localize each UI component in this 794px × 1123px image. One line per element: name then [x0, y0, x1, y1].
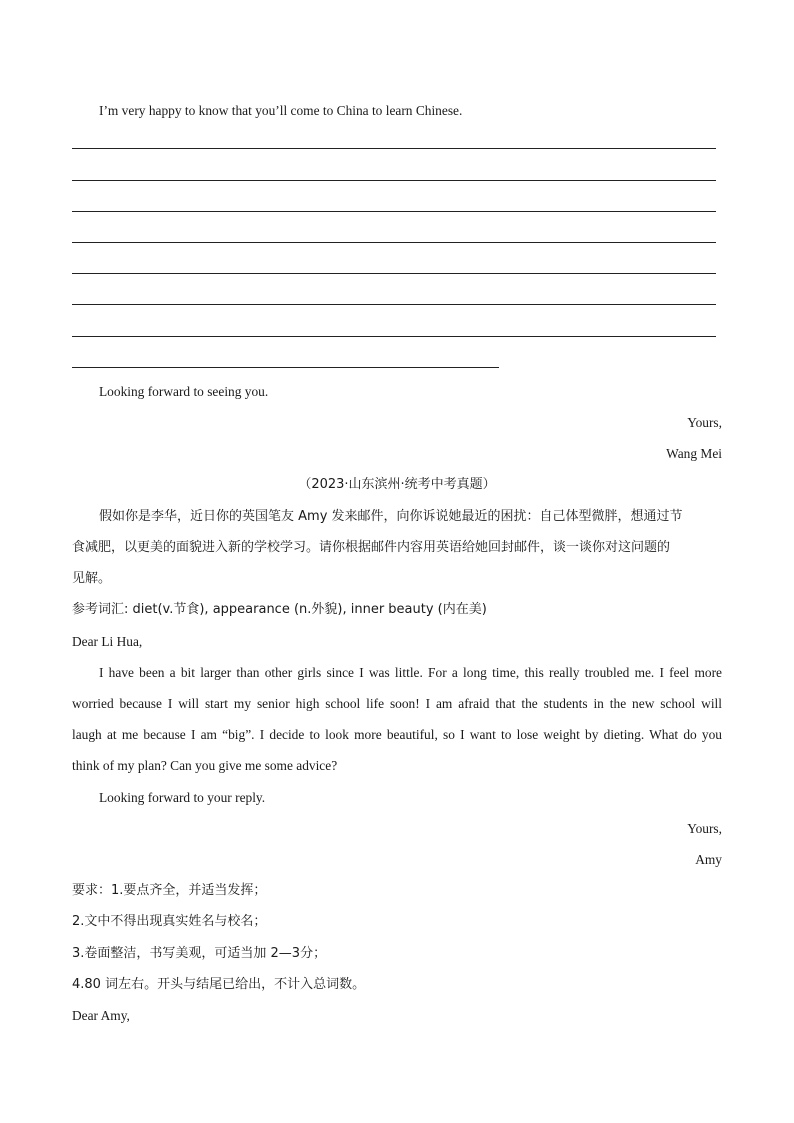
email-body-line1: I have been a bit larger than other girls since I was little. For a long time, this really troubled me. I feel more — [99, 665, 722, 680]
writing-line — [72, 242, 716, 243]
answer-greeting: Dear Amy, — [72, 1008, 130, 1023]
vocabulary-hint: 参考词汇: diet(v.节食), appearance (n.外貌), inner beauty (内在美) — [72, 602, 487, 617]
email-body-line4: think of my plan? Can you give me some advice? — [72, 758, 338, 773]
question-source: （2023·山东滨州·统考中考真题） — [298, 477, 496, 492]
email-body-line2: worried because I will start my senior high school life soon! I am afraid that the students in the new school will — [72, 696, 722, 711]
email-signature: Amy — [695, 852, 722, 867]
requirement-4: 4.80 词左右。开头与结尾已给出，不计入总词数。 — [72, 977, 366, 992]
requirement-2: 2.文中不得出现真实姓名与校名； — [72, 914, 267, 929]
task-intro-line1: 假如你是李华，近日你的英国笔友 Amy 发来邮件，向你诉说她最近的困扰：自己体型微胖，想通过节 — [99, 509, 683, 524]
email-greeting: Dear Li Hua, — [72, 634, 143, 649]
writing-line — [72, 367, 499, 368]
writing-line — [72, 336, 716, 337]
task-intro-line2: 食减肥，以更美的面貌进入新的学校学习。请你根据邮件内容用英语给她回封邮件，谈一谈你对这问题的 — [72, 540, 671, 555]
writing-line — [72, 148, 716, 149]
task-intro-line3: 见解。 — [72, 571, 112, 586]
letter1-closing: Looking forward to seeing you. — [99, 384, 269, 399]
email-closing: Looking forward to your reply. — [99, 790, 266, 805]
email-sign-off: Yours, — [687, 821, 722, 836]
letter1-opening: I’m very happy to know that you’ll come to China to learn Chinese. — [99, 103, 463, 118]
letter1-sign-off: Yours, — [687, 415, 722, 430]
requirement-3: 3.卷面整洁，书写美观，可适当加 2—3分； — [72, 946, 327, 961]
writing-line — [72, 304, 716, 305]
writing-line — [72, 211, 716, 212]
requirement-1: 要求：1.要点齐全，并适当发挥； — [72, 883, 267, 898]
email-body-line3: laugh at me because I am “big”. I decide to look more beautiful, so I want to lose weight by dieting. What do you — [72, 727, 722, 742]
writing-line — [72, 273, 716, 274]
letter1-signature: Wang Mei — [666, 446, 722, 461]
writing-line — [72, 180, 716, 181]
